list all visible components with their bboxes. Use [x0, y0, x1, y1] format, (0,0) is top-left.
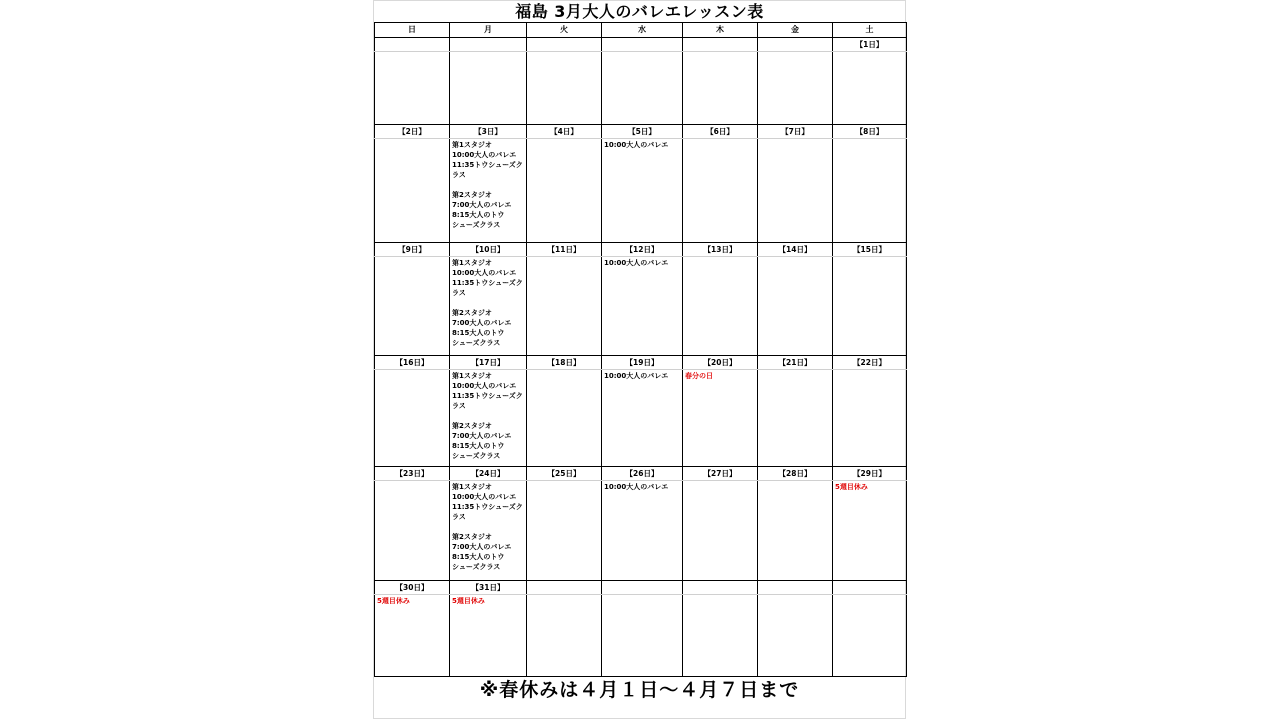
spacer	[452, 522, 524, 532]
lesson-line: 7:00大人のバレエ	[452, 432, 512, 440]
lesson-line: シューズクラス	[452, 221, 501, 229]
week-date-row	[375, 125, 907, 139]
day-cell	[833, 139, 907, 243]
schedule-sheet	[373, 0, 906, 719]
weekday-label: 火	[527, 23, 602, 38]
lesson-line: 10:00大人のバレエ	[604, 483, 669, 491]
weekday-label: 水	[602, 23, 683, 38]
holiday-note: 春分の日	[685, 372, 713, 380]
day-cell	[450, 481, 527, 581]
lesson-line: 11:35トウシューズク	[452, 503, 523, 511]
date-label: 【12日】	[602, 243, 683, 257]
day-cell	[833, 52, 907, 125]
date-label: 【6日】	[683, 125, 758, 139]
lesson-line: シューズクラス	[452, 452, 501, 460]
lesson-line: 7:00大人のバレエ	[452, 319, 512, 327]
day-cell	[758, 52, 833, 125]
day-cell	[758, 257, 833, 356]
date-label: 【24日】	[450, 467, 527, 481]
date-label: 【10日】	[450, 243, 527, 257]
date-label	[450, 38, 527, 52]
date-label: 【31日】	[450, 581, 527, 595]
date-label: 【13日】	[683, 243, 758, 257]
date-label: 【25日】	[527, 467, 602, 481]
weekday-label: 日	[375, 23, 450, 38]
day-cell	[527, 257, 602, 356]
day-cell	[527, 481, 602, 581]
holiday-note: 5週目休み	[377, 597, 410, 605]
date-label: 【27日】	[683, 467, 758, 481]
lesson-line: 11:35トウシューズク	[452, 279, 523, 287]
date-label: 【28日】	[758, 467, 833, 481]
week-date-row	[375, 581, 907, 595]
day-cell	[375, 52, 450, 125]
week-date-row	[375, 467, 907, 481]
date-label	[527, 38, 602, 52]
date-label: 【11日】	[527, 243, 602, 257]
lesson-line: 7:00大人のバレエ	[452, 543, 512, 551]
day-cell	[375, 257, 450, 356]
lesson-line: 10:00大人のバレエ	[452, 269, 517, 277]
date-label	[758, 581, 833, 595]
day-cell	[683, 370, 758, 467]
lesson-line: 11:35トウシューズク	[452, 161, 523, 169]
date-label: 【2日】	[375, 125, 450, 139]
lesson-line: 10:00大人のバレエ	[604, 372, 669, 380]
date-label	[833, 581, 907, 595]
day-cell	[833, 370, 907, 467]
day-cell	[450, 52, 527, 125]
date-label: 【30日】	[375, 581, 450, 595]
lesson-line: ラス	[452, 289, 466, 297]
lesson-line: 8:15大人のトウ	[452, 329, 505, 337]
day-cell	[450, 257, 527, 356]
lesson-line: 10:00大人のバレエ	[452, 151, 517, 159]
date-label: 【16日】	[375, 356, 450, 370]
day-cell	[758, 139, 833, 243]
date-label: 【29日】	[833, 467, 907, 481]
week-body-row	[375, 52, 907, 125]
weekday-label: 土	[833, 23, 907, 38]
lesson-line: シューズクラス	[452, 563, 501, 571]
date-label: 【23日】	[375, 467, 450, 481]
date-label	[683, 38, 758, 52]
holiday-note: 5週目休み	[835, 483, 868, 491]
date-label: 【4日】	[527, 125, 602, 139]
week-date-row	[375, 38, 907, 52]
lesson-line: 第2スタジオ	[452, 422, 492, 430]
lesson-line: 10:00大人のバレエ	[452, 493, 517, 501]
spacer	[452, 411, 524, 421]
lesson-line: ラス	[452, 513, 466, 521]
lesson-line: 8:15大人のトウ	[452, 553, 505, 561]
day-cell	[758, 481, 833, 581]
lesson-line: ラス	[452, 171, 466, 179]
lesson-line: 7:00大人のバレエ	[452, 201, 512, 209]
lesson-line: 11:35トウシューズク	[452, 392, 523, 400]
weekday-label: 金	[758, 23, 833, 38]
day-cell	[683, 481, 758, 581]
lesson-line: 10:00大人のバレエ	[604, 259, 669, 267]
weekday-header	[375, 23, 907, 38]
day-cell	[375, 139, 450, 243]
date-label: 【7日】	[758, 125, 833, 139]
day-cell	[833, 257, 907, 356]
week-date-row	[375, 243, 907, 257]
date-label: 【14日】	[758, 243, 833, 257]
lesson-line: 第2スタジオ	[452, 191, 492, 199]
calendar-grid	[374, 22, 907, 677]
day-cell	[602, 139, 683, 243]
lesson-line: 第1スタジオ	[452, 483, 492, 491]
lesson-line: 第1スタジオ	[452, 372, 492, 380]
spring-break-note: ※春休みは４月１日～４月７日まで	[479, 679, 800, 701]
day-cell	[683, 139, 758, 243]
lesson-line: 8:15大人のトウ	[452, 211, 505, 219]
lesson-line: 8:15大人のトウ	[452, 442, 505, 450]
date-label: 【26日】	[602, 467, 683, 481]
date-label	[602, 38, 683, 52]
day-cell	[602, 52, 683, 125]
day-cell	[527, 52, 602, 125]
spacer	[452, 180, 524, 190]
week-date-row	[375, 356, 907, 370]
date-label: 【17日】	[450, 356, 527, 370]
lesson-line: 第1スタジオ	[452, 141, 492, 149]
lesson-line: ラス	[452, 402, 466, 410]
day-cell	[375, 370, 450, 467]
lesson-line: 第2スタジオ	[452, 309, 492, 317]
day-cell	[602, 370, 683, 467]
date-label: 【19日】	[602, 356, 683, 370]
day-cell	[527, 139, 602, 243]
date-label	[758, 38, 833, 52]
day-cell	[683, 257, 758, 356]
date-label	[375, 38, 450, 52]
date-label: 【5日】	[602, 125, 683, 139]
weekday-label: 月	[450, 23, 527, 38]
day-cell	[450, 370, 527, 467]
week-body-row	[375, 481, 907, 581]
date-label: 【20日】	[683, 356, 758, 370]
date-label: 【1日】	[833, 38, 907, 52]
page-title: 福島 3月大人のバレエレッスン表	[515, 2, 764, 21]
week-body-row	[375, 370, 907, 467]
lesson-line: 第1スタジオ	[452, 259, 492, 267]
date-label	[602, 581, 683, 595]
spacer	[452, 298, 524, 308]
day-cell	[375, 481, 450, 581]
lesson-line: 第2スタジオ	[452, 533, 492, 541]
day-cell	[602, 257, 683, 356]
date-label: 【8日】	[833, 125, 907, 139]
date-label	[527, 581, 602, 595]
date-label: 【15日】	[833, 243, 907, 257]
week-body-row	[375, 257, 907, 356]
day-cell	[527, 370, 602, 467]
lesson-line: 10:00大人のバレエ	[452, 382, 517, 390]
day-cell	[833, 481, 907, 581]
lesson-line: 10:00大人のバレエ	[604, 141, 669, 149]
week-body-row	[375, 139, 907, 243]
date-label	[683, 581, 758, 595]
weekday-label: 木	[683, 23, 758, 38]
date-label: 【21日】	[758, 356, 833, 370]
date-label: 【3日】	[450, 125, 527, 139]
day-cell	[450, 139, 527, 243]
holiday-note: 5週目休み	[452, 597, 485, 605]
date-label: 【9日】	[375, 243, 450, 257]
day-cell	[758, 370, 833, 467]
day-cell	[683, 52, 758, 125]
date-label: 【22日】	[833, 356, 907, 370]
lesson-line: シューズクラス	[452, 339, 501, 347]
day-cell	[602, 481, 683, 581]
date-label: 【18日】	[527, 356, 602, 370]
